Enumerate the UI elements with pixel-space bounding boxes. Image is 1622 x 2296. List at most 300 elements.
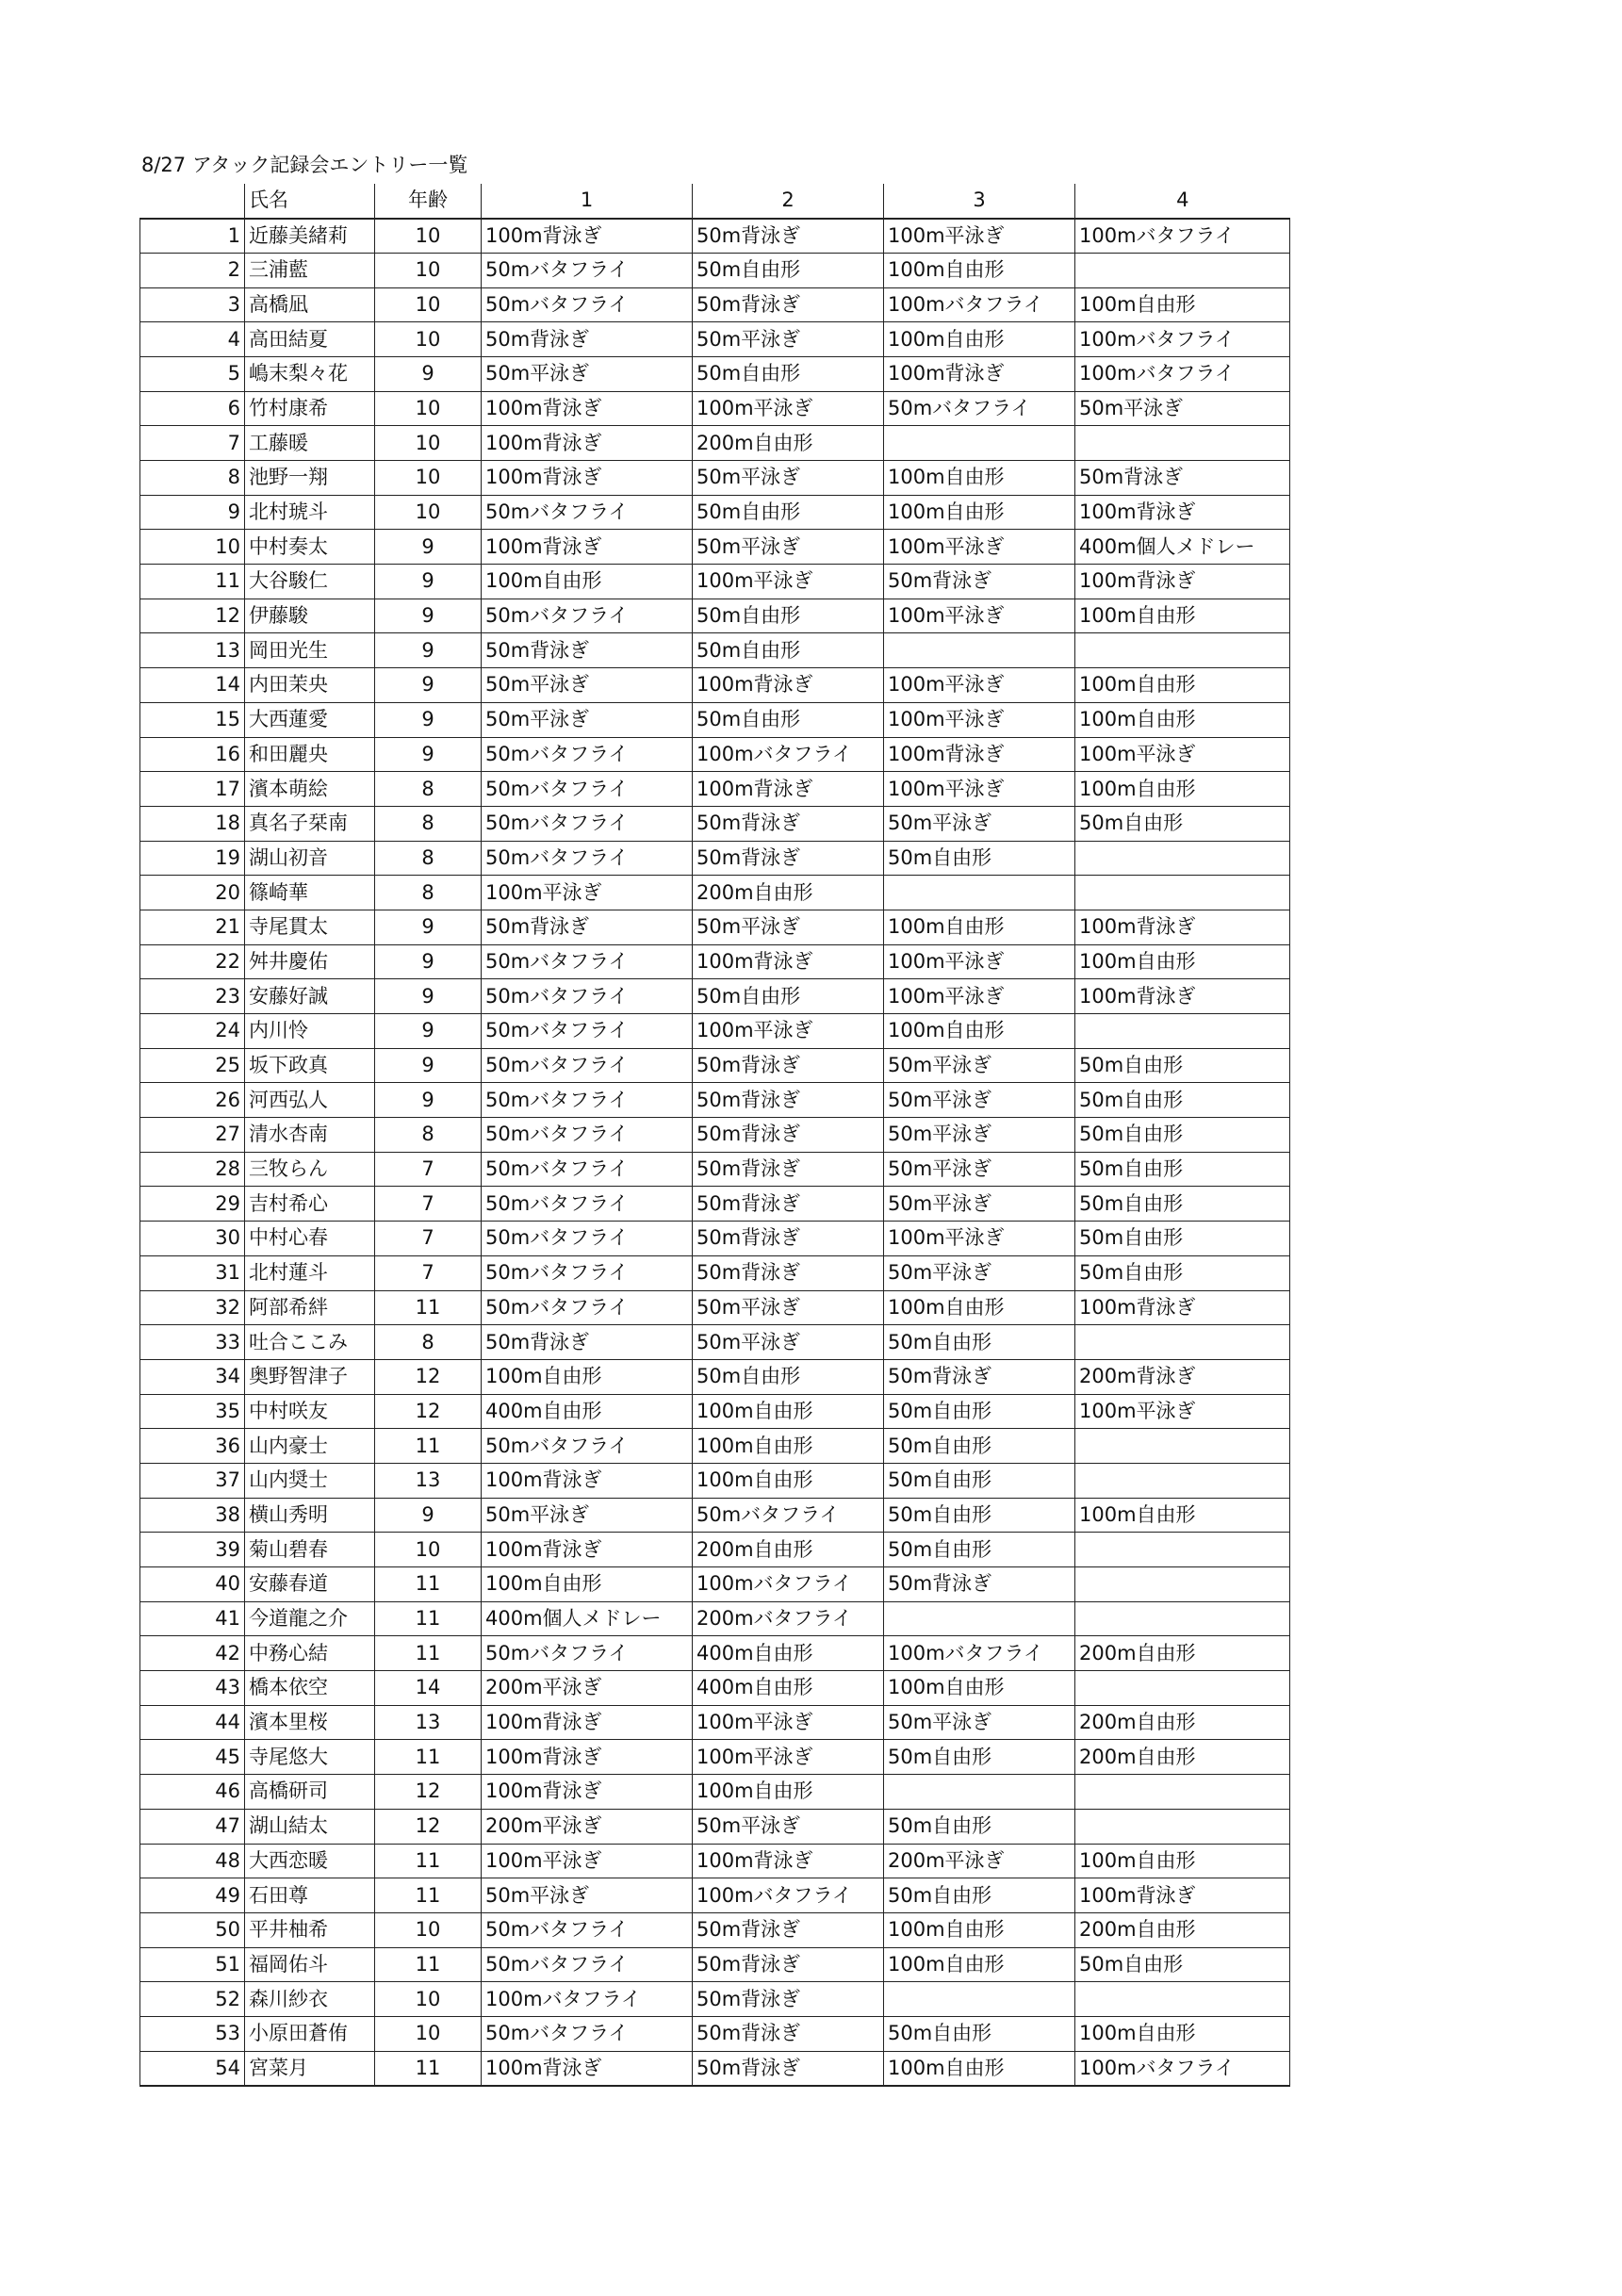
- event-1: 100m背泳ぎ: [482, 219, 693, 254]
- event-3: 50m自由形: [884, 1809, 1075, 1844]
- event-2: 50m背泳ぎ: [693, 1255, 884, 1290]
- swimmer-name: 和田麗央: [245, 737, 375, 772]
- table-row: [140, 633, 1290, 668]
- event-3: 100m自由形: [884, 322, 1075, 357]
- swimmer-name: 近藤美緒莉: [245, 219, 375, 254]
- table-row: [140, 219, 1290, 254]
- swimmer-age: 8: [375, 1325, 482, 1360]
- row-number: 8: [140, 461, 245, 496]
- event-2: 50m自由形: [693, 599, 884, 633]
- header-event-3: 3: [884, 184, 1075, 219]
- event-1: 50mバタフライ: [482, 1118, 693, 1153]
- event-1: 50mバタフライ: [482, 1947, 693, 1982]
- swimmer-age: 11: [375, 1878, 482, 1913]
- table-row: [140, 1498, 1290, 1533]
- sheet-title: 8/27 アタック記録会エントリー一覧: [141, 154, 468, 176]
- event-4: 100mバタフライ: [1075, 356, 1290, 391]
- event-1: 100m自由形: [482, 565, 693, 599]
- event-1: 50m背泳ぎ: [482, 322, 693, 357]
- swimmer-name: 清水杏南: [245, 1118, 375, 1153]
- event-2: 50m背泳ぎ: [693, 287, 884, 322]
- table-row: [140, 1255, 1290, 1290]
- swimmer-age: 9: [375, 668, 482, 703]
- event-4: [1075, 1429, 1290, 1464]
- table-row: [140, 565, 1290, 599]
- event-4: [1075, 1463, 1290, 1498]
- table-row: [140, 1947, 1290, 1982]
- event-3: 50m自由形: [884, 841, 1075, 876]
- row-number: 33: [140, 1325, 245, 1360]
- table-row: [140, 1222, 1290, 1256]
- event-1: 50mバタフライ: [482, 944, 693, 979]
- header-event-4: 4: [1075, 184, 1290, 219]
- swimmer-age: 11: [375, 1290, 482, 1325]
- event-1: 50m背泳ぎ: [482, 1325, 693, 1360]
- event-2: 50m背泳ぎ: [693, 1982, 884, 2017]
- event-1: 50m平泳ぎ: [482, 356, 693, 391]
- row-number: 18: [140, 806, 245, 841]
- event-3: [884, 633, 1075, 668]
- row-number: 34: [140, 1359, 245, 1394]
- row-number: 26: [140, 1083, 245, 1118]
- row-number: 45: [140, 1740, 245, 1775]
- table-row: [140, 1601, 1290, 1636]
- swimmer-age: 14: [375, 1671, 482, 1706]
- row-number: 52: [140, 1982, 245, 2017]
- event-4: 100mバタフライ: [1075, 322, 1290, 357]
- table-row: [140, 1463, 1290, 1498]
- table-row: [140, 2051, 1290, 2086]
- event-3: 100m自由形: [884, 1912, 1075, 1947]
- event-4: 100m自由形: [1075, 702, 1290, 737]
- swimmer-name: 安藤好誠: [245, 979, 375, 1014]
- swimmer-age: 12: [375, 1359, 482, 1394]
- table-row: [140, 1359, 1290, 1394]
- swimmer-name: 大西恋暖: [245, 1844, 375, 1878]
- swimmer-name: 宮菜月: [245, 2051, 375, 2086]
- swimmer-age: 9: [375, 702, 482, 737]
- swimmer-age: 10: [375, 1982, 482, 2017]
- event-2: 50m背泳ぎ: [693, 1083, 884, 1118]
- event-4: 100m自由形: [1075, 944, 1290, 979]
- event-3: 200m平泳ぎ: [884, 1844, 1075, 1878]
- event-4: [1075, 1014, 1290, 1049]
- row-number: 20: [140, 876, 245, 910]
- table-row: [140, 391, 1290, 426]
- event-4: [1075, 1325, 1290, 1360]
- event-4: [1075, 1567, 1290, 1602]
- event-3: 50m自由形: [884, 1325, 1075, 1360]
- row-number: 5: [140, 356, 245, 391]
- swimmer-name: 中務心結: [245, 1636, 375, 1671]
- event-3: 100m平泳ぎ: [884, 702, 1075, 737]
- row-number: 29: [140, 1187, 245, 1222]
- row-number: 35: [140, 1394, 245, 1429]
- event-3: 100m平泳ぎ: [884, 944, 1075, 979]
- swimmer-name: 坂下政真: [245, 1048, 375, 1083]
- row-number: 10: [140, 530, 245, 565]
- header-event-2: 2: [693, 184, 884, 219]
- table-row: [140, 806, 1290, 841]
- swimmer-age: 9: [375, 1014, 482, 1049]
- event-4: 100mバタフライ: [1075, 2051, 1290, 2086]
- swimmer-age: 9: [375, 737, 482, 772]
- swimmer-age: 11: [375, 1567, 482, 1602]
- table-row: [140, 1325, 1290, 1360]
- swimmer-age: 12: [375, 1775, 482, 1810]
- event-4: [1075, 1533, 1290, 1567]
- event-1: 100m背泳ぎ: [482, 2051, 693, 2086]
- row-number: 30: [140, 1222, 245, 1256]
- event-1: 50mバタフライ: [482, 1152, 693, 1187]
- event-1: 100m背泳ぎ: [482, 1705, 693, 1740]
- event-3: 50m平泳ぎ: [884, 1255, 1075, 1290]
- row-number: 1: [140, 219, 245, 254]
- row-number: 16: [140, 737, 245, 772]
- event-3: 50m平泳ぎ: [884, 1083, 1075, 1118]
- event-3: 100m平泳ぎ: [884, 772, 1075, 807]
- table-row: [140, 2016, 1290, 2051]
- event-3: [884, 1601, 1075, 1636]
- event-1: 50mバタフライ: [482, 495, 693, 530]
- swimmer-age: 9: [375, 1498, 482, 1533]
- swimmer-name: 内田茉央: [245, 668, 375, 703]
- event-2: 100m背泳ぎ: [693, 668, 884, 703]
- event-4: 100m自由形: [1075, 2016, 1290, 2051]
- event-2: 50m背泳ぎ: [693, 1118, 884, 1153]
- row-number: 3: [140, 287, 245, 322]
- event-3: 100m自由形: [884, 1947, 1075, 1982]
- swimmer-age: 9: [375, 910, 482, 944]
- event-2: 50m平泳ぎ: [693, 910, 884, 944]
- event-1: 50m背泳ぎ: [482, 910, 693, 944]
- event-1: 100m背泳ぎ: [482, 530, 693, 565]
- event-2: 50m背泳ぎ: [693, 841, 884, 876]
- event-4: 100m自由形: [1075, 287, 1290, 322]
- event-2: 100m平泳ぎ: [693, 1014, 884, 1049]
- swimmer-age: 7: [375, 1187, 482, 1222]
- event-3: 50m背泳ぎ: [884, 1567, 1075, 1602]
- row-number: 40: [140, 1567, 245, 1602]
- table-row: [140, 944, 1290, 979]
- table-row: [140, 702, 1290, 737]
- row-number: 39: [140, 1533, 245, 1567]
- event-1: 50mバタフライ: [482, 1255, 693, 1290]
- row-number: 13: [140, 633, 245, 668]
- row-number: 53: [140, 2016, 245, 2051]
- event-2: 100m背泳ぎ: [693, 1844, 884, 1878]
- event-1: 50m平泳ぎ: [482, 702, 693, 737]
- swimmer-age: 11: [375, 1636, 482, 1671]
- swimmer-name: 内川怜: [245, 1014, 375, 1049]
- swimmer-name: 寺尾悠大: [245, 1740, 375, 1775]
- event-3: [884, 1775, 1075, 1810]
- event-2: 400m自由形: [693, 1671, 884, 1706]
- row-number: 47: [140, 1809, 245, 1844]
- table-row: [140, 1014, 1290, 1049]
- event-2: 50m平泳ぎ: [693, 461, 884, 496]
- table-row: [140, 1844, 1290, 1878]
- event-2: 100m自由形: [693, 1429, 884, 1464]
- swimmer-age: 7: [375, 1152, 482, 1187]
- event-3: 100m平泳ぎ: [884, 219, 1075, 254]
- event-1: 100m背泳ぎ: [482, 1463, 693, 1498]
- event-4: 200m自由形: [1075, 1740, 1290, 1775]
- event-3: 50m平泳ぎ: [884, 1705, 1075, 1740]
- swimmer-name: 山内奨士: [245, 1463, 375, 1498]
- event-1: 50mバタフライ: [482, 1187, 693, 1222]
- swimmer-name: 橋本依空: [245, 1671, 375, 1706]
- event-3: 50m自由形: [884, 2016, 1075, 2051]
- table-row: [140, 1048, 1290, 1083]
- row-number: 38: [140, 1498, 245, 1533]
- swimmer-name: 安藤春道: [245, 1567, 375, 1602]
- event-3: 50m背泳ぎ: [884, 1359, 1075, 1394]
- swimmer-age: 12: [375, 1809, 482, 1844]
- row-number: 19: [140, 841, 245, 876]
- swimmer-name: 今道龍之介: [245, 1601, 375, 1636]
- row-number: 9: [140, 495, 245, 530]
- table-row: [140, 1567, 1290, 1602]
- event-3: 100m平泳ぎ: [884, 599, 1075, 633]
- swimmer-name: 横山秀明: [245, 1498, 375, 1533]
- event-3: 100m自由形: [884, 1014, 1075, 1049]
- swimmer-name: 三浦藍: [245, 253, 375, 287]
- swimmer-name: 高橋研司: [245, 1775, 375, 1810]
- swimmer-age: 13: [375, 1705, 482, 1740]
- event-4: 200m自由形: [1075, 1705, 1290, 1740]
- table-row: [140, 253, 1290, 287]
- event-2: 200m自由形: [693, 1533, 884, 1567]
- swimmer-name: 寺尾貫太: [245, 910, 375, 944]
- swimmer-name: 嶋末梨々花: [245, 356, 375, 391]
- swimmer-age: 9: [375, 944, 482, 979]
- row-number: 36: [140, 1429, 245, 1464]
- row-number: 54: [140, 2051, 245, 2086]
- event-3: 100m自由形: [884, 910, 1075, 944]
- table-row: [140, 495, 1290, 530]
- table-row: [140, 1533, 1290, 1567]
- event-3: 50m平泳ぎ: [884, 1048, 1075, 1083]
- event-2: 50m背泳ぎ: [693, 806, 884, 841]
- row-number: 41: [140, 1601, 245, 1636]
- event-2: 50m平泳ぎ: [693, 1809, 884, 1844]
- table-row: [140, 1775, 1290, 1810]
- event-3: 100m自由形: [884, 495, 1075, 530]
- row-number: 24: [140, 1014, 245, 1049]
- row-number: 15: [140, 702, 245, 737]
- swimmer-age: 11: [375, 1429, 482, 1464]
- swimmer-age: 8: [375, 876, 482, 910]
- swimmer-name: 大西蓮愛: [245, 702, 375, 737]
- event-2: 50m自由形: [693, 979, 884, 1014]
- event-1: 50mバタフライ: [482, 253, 693, 287]
- table-row: [140, 1429, 1290, 1464]
- event-2: 50m背泳ぎ: [693, 1048, 884, 1083]
- swimmer-age: 11: [375, 1844, 482, 1878]
- event-1: 50m平泳ぎ: [482, 1498, 693, 1533]
- swimmer-name: 小原田蒼侑: [245, 2016, 375, 2051]
- swimmer-name: 奥野智津子: [245, 1359, 375, 1394]
- table-row: [140, 979, 1290, 1014]
- event-4: 100m平泳ぎ: [1075, 1394, 1290, 1429]
- swimmer-name: 濱本萌絵: [245, 772, 375, 807]
- swimmer-age: 9: [375, 633, 482, 668]
- event-4: 100m背泳ぎ: [1075, 1290, 1290, 1325]
- swimmer-age: 8: [375, 841, 482, 876]
- event-1: 50mバタフライ: [482, 2016, 693, 2051]
- event-1: 50m背泳ぎ: [482, 633, 693, 668]
- row-number: 11: [140, 565, 245, 599]
- swimmer-age: 10: [375, 2016, 482, 2051]
- event-1: 50mバタフライ: [482, 287, 693, 322]
- table-row: [140, 1187, 1290, 1222]
- event-3: 100m背泳ぎ: [884, 356, 1075, 391]
- swimmer-name: 吐合ここみ: [245, 1325, 375, 1360]
- event-3: 100m背泳ぎ: [884, 737, 1075, 772]
- table-row: [140, 1705, 1290, 1740]
- event-4: 100m自由形: [1075, 599, 1290, 633]
- event-4: 100m背泳ぎ: [1075, 1878, 1290, 1913]
- header-event-1: 1: [482, 184, 693, 219]
- swimmer-age: 10: [375, 461, 482, 496]
- row-number: 4: [140, 322, 245, 357]
- swimmer-age: 8: [375, 772, 482, 807]
- row-number: 51: [140, 1947, 245, 1982]
- swimmer-age: 10: [375, 1533, 482, 1567]
- event-2: 50m自由形: [693, 495, 884, 530]
- swimmer-name: 篠崎華: [245, 876, 375, 910]
- event-4: 50m自由形: [1075, 806, 1290, 841]
- table-row: [140, 737, 1290, 772]
- event-4: 50m自由形: [1075, 1222, 1290, 1256]
- swimmer-name: 高田結夏: [245, 322, 375, 357]
- event-2: 50m背泳ぎ: [693, 1152, 884, 1187]
- row-number: 28: [140, 1152, 245, 1187]
- event-1: 200m平泳ぎ: [482, 1671, 693, 1706]
- event-3: 100m平泳ぎ: [884, 1222, 1075, 1256]
- table-row: [140, 1671, 1290, 1706]
- row-number: 32: [140, 1290, 245, 1325]
- event-2: 50m背泳ぎ: [693, 1912, 884, 1947]
- event-2: 50mバタフライ: [693, 1498, 884, 1533]
- event-4: 50m自由形: [1075, 1152, 1290, 1187]
- swimmer-name: 工藤暖: [245, 426, 375, 461]
- event-4: 50m自由形: [1075, 1947, 1290, 1982]
- row-number: 25: [140, 1048, 245, 1083]
- event-1: 50m平泳ぎ: [482, 1878, 693, 1913]
- event-3: 100m自由形: [884, 2051, 1075, 2086]
- event-4: 100m自由形: [1075, 1844, 1290, 1878]
- event-3: 50m背泳ぎ: [884, 565, 1075, 599]
- swimmer-age: 10: [375, 253, 482, 287]
- swimmer-name: 中村奏太: [245, 530, 375, 565]
- event-1: 50mバタフライ: [482, 806, 693, 841]
- event-4: 100m背泳ぎ: [1075, 910, 1290, 944]
- event-4: [1075, 1775, 1290, 1810]
- event-2: 50m自由形: [693, 1359, 884, 1394]
- swimmer-name: 湖山初音: [245, 841, 375, 876]
- event-1: 50mバタフライ: [482, 1222, 693, 1256]
- event-4: [1075, 426, 1290, 461]
- event-2: 50m背泳ぎ: [693, 1187, 884, 1222]
- event-4: 200m自由形: [1075, 1912, 1290, 1947]
- event-1: 100m背泳ぎ: [482, 1740, 693, 1775]
- swimmer-age: 9: [375, 599, 482, 633]
- table-row: [140, 668, 1290, 703]
- table-row: [140, 322, 1290, 357]
- event-2: 50m背泳ぎ: [693, 2016, 884, 2051]
- swimmer-age: 7: [375, 1222, 482, 1256]
- event-1: 400m自由形: [482, 1394, 693, 1429]
- row-number: 42: [140, 1636, 245, 1671]
- event-2: 100mバタフライ: [693, 1567, 884, 1602]
- event-2: 50m自由形: [693, 356, 884, 391]
- swimmer-name: 濱本里桜: [245, 1705, 375, 1740]
- swimmer-name: 池野一翔: [245, 461, 375, 496]
- swimmer-name: 福岡佑斗: [245, 1947, 375, 1982]
- event-1: 50mバタフライ: [482, 737, 693, 772]
- event-4: [1075, 1601, 1290, 1636]
- event-3: 100m自由形: [884, 253, 1075, 287]
- event-4: [1075, 841, 1290, 876]
- row-number: 49: [140, 1878, 245, 1913]
- table-row: [140, 1394, 1290, 1429]
- swimmer-name: 山内豪士: [245, 1429, 375, 1464]
- swimmer-name: 竹村康希: [245, 391, 375, 426]
- event-4: 100m背泳ぎ: [1075, 979, 1290, 1014]
- event-3: 100m平泳ぎ: [884, 979, 1075, 1014]
- event-2: 50m平泳ぎ: [693, 1325, 884, 1360]
- event-4: [1075, 1671, 1290, 1706]
- swimmer-age: 11: [375, 1601, 482, 1636]
- row-number: 22: [140, 944, 245, 979]
- event-1: 100m自由形: [482, 1567, 693, 1602]
- table-row: [140, 1083, 1290, 1118]
- event-1: 50mバタフライ: [482, 599, 693, 633]
- event-4: [1075, 633, 1290, 668]
- swimmer-name: 北村蓮斗: [245, 1255, 375, 1290]
- swimmer-age: 9: [375, 1048, 482, 1083]
- swimmer-name: 平井柚希: [245, 1912, 375, 1947]
- event-2: 50m平泳ぎ: [693, 322, 884, 357]
- event-4: 200m背泳ぎ: [1075, 1359, 1290, 1394]
- event-2: 100m自由形: [693, 1775, 884, 1810]
- table-row: [140, 1118, 1290, 1153]
- event-1: 100mバタフライ: [482, 1982, 693, 2017]
- event-4: 100m背泳ぎ: [1075, 565, 1290, 599]
- swimmer-age: 11: [375, 1947, 482, 1982]
- row-number: 44: [140, 1705, 245, 1740]
- event-1: 400m個人メドレー: [482, 1601, 693, 1636]
- event-2: 400m自由形: [693, 1636, 884, 1671]
- row-number: 31: [140, 1255, 245, 1290]
- event-2: 100mバタフライ: [693, 737, 884, 772]
- event-1: 100m平泳ぎ: [482, 1844, 693, 1878]
- swimmer-age: 10: [375, 426, 482, 461]
- table-row: [140, 1636, 1290, 1671]
- event-4: 50m自由形: [1075, 1118, 1290, 1153]
- event-4: 100m平泳ぎ: [1075, 737, 1290, 772]
- swimmer-age: 7: [375, 1255, 482, 1290]
- row-number: 46: [140, 1775, 245, 1810]
- event-2: 100m自由形: [693, 1394, 884, 1429]
- header-row: [140, 184, 1290, 219]
- swimmer-name: 舛井慶佑: [245, 944, 375, 979]
- row-number: 21: [140, 910, 245, 944]
- event-3: 50m自由形: [884, 1740, 1075, 1775]
- swimmer-age: 10: [375, 391, 482, 426]
